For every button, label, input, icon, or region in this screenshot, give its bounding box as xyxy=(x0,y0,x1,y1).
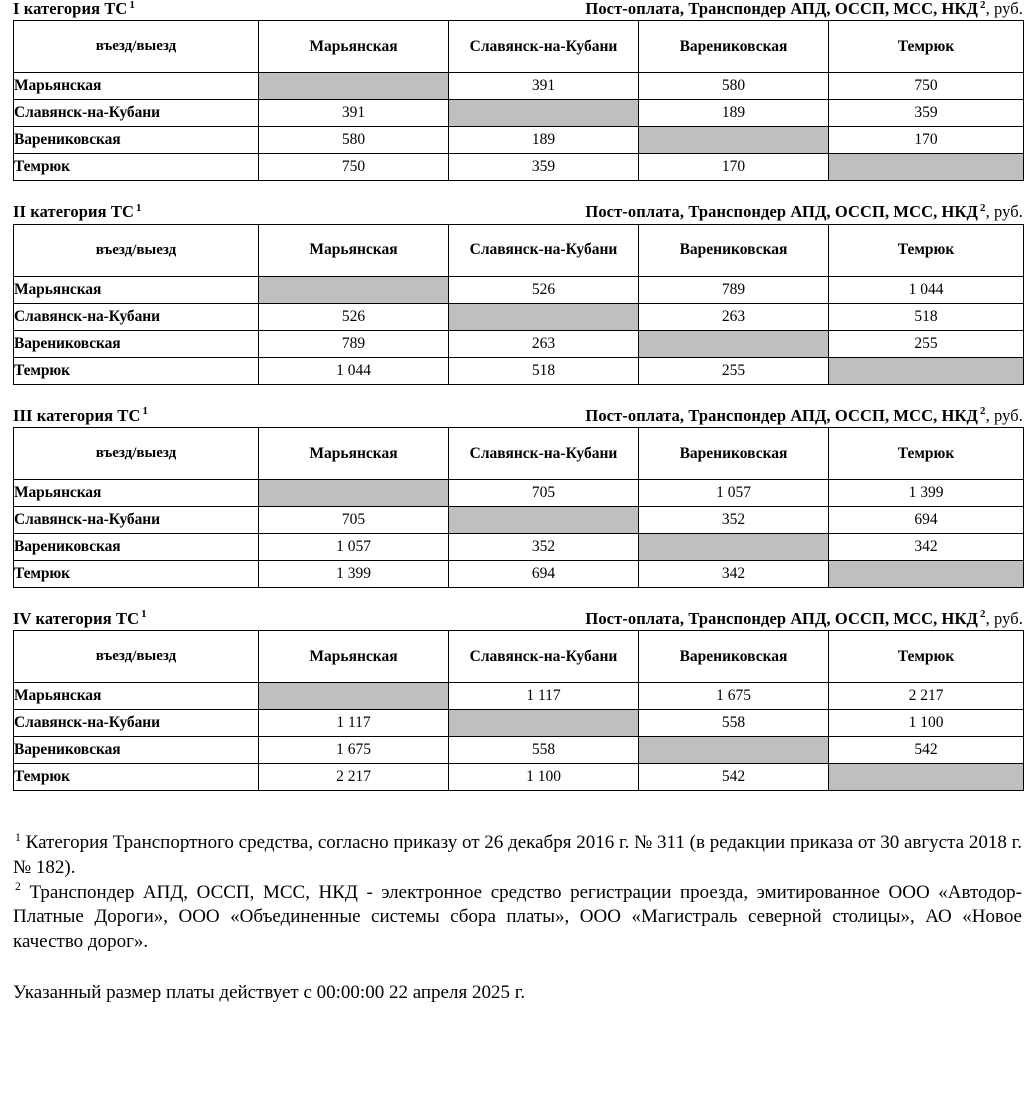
tariff-value-cell: 789 xyxy=(259,330,449,357)
column-header-4: Темрюк xyxy=(829,21,1024,73)
tariff-value-cell: 1 399 xyxy=(829,479,1024,506)
tariff-value-cell: 1 117 xyxy=(449,683,639,710)
column-header-2: Славянск-на-Кубани xyxy=(449,21,639,73)
tariff-value-cell: 518 xyxy=(829,303,1024,330)
table-row xyxy=(14,100,1024,127)
diagonal-blocked-cell xyxy=(639,330,829,357)
diagonal-blocked-cell xyxy=(639,737,829,764)
tariff-value-cell: 694 xyxy=(449,560,639,587)
diagonal-blocked-cell xyxy=(829,357,1024,384)
tariff-value-cell: 705 xyxy=(449,479,639,506)
row-header-2: Варениковская xyxy=(14,127,259,154)
tariff-table-block-1 xyxy=(0,0,1035,203)
column-header-0: въезд/выезд xyxy=(14,224,259,276)
tariff-value-cell: 542 xyxy=(829,737,1024,764)
table-spacer xyxy=(13,588,1023,610)
diagonal-blocked-cell xyxy=(829,154,1024,181)
tariff-value-cell: 1 057 xyxy=(639,479,829,506)
table-row xyxy=(14,276,1024,303)
tariff-matrix-table xyxy=(13,224,1024,385)
column-header-4: Темрюк xyxy=(829,224,1024,276)
tariff-value-cell: 342 xyxy=(639,560,829,587)
tariff-value-cell: 189 xyxy=(449,127,639,154)
table-row xyxy=(14,533,1024,560)
tariff-value-cell: 359 xyxy=(449,154,639,181)
table-currency-unit: , руб. xyxy=(985,405,1023,425)
table-spacer xyxy=(13,181,1023,203)
tariff-value-cell: 1 100 xyxy=(829,710,1024,737)
tariff-value-cell: 580 xyxy=(639,73,829,100)
column-header-2: Славянск-на-Кубани xyxy=(449,427,639,479)
tariff-value-cell: 352 xyxy=(449,533,639,560)
table-header-row xyxy=(14,631,1024,683)
row-header-3: Темрюк xyxy=(14,154,259,181)
table-spacer xyxy=(13,791,1023,813)
effective-date-text: Указанный размер платы действует с 00:00:00 22 апреля 2025 г. xyxy=(13,981,526,1003)
diagonal-blocked-cell xyxy=(829,764,1024,791)
tariff-value-cell: 518 xyxy=(449,357,639,384)
table-caption-row xyxy=(13,0,1023,20)
column-header-4: Темрюк xyxy=(829,427,1024,479)
row-header-3: Темрюк xyxy=(14,560,259,587)
table-category-footnote-marker: 1 xyxy=(141,608,147,621)
column-header-0: въезд/выезд xyxy=(14,21,259,73)
table-category-text: IV категория ТС xyxy=(13,608,140,628)
tariff-value-cell: 558 xyxy=(449,737,639,764)
row-header-0: Марьянская xyxy=(14,276,259,303)
effective-date-section xyxy=(0,981,1035,1006)
tariff-value-cell: 705 xyxy=(259,506,449,533)
column-header-2: Славянск-на-Кубани xyxy=(449,631,639,683)
column-header-2: Славянск-на-Кубани xyxy=(449,224,639,276)
table-category-footnote-marker: 1 xyxy=(129,0,135,11)
table-payment-footnote-marker: 2 xyxy=(980,608,986,621)
diagonal-blocked-cell xyxy=(449,100,639,127)
table-row xyxy=(14,506,1024,533)
tariff-value-cell: 750 xyxy=(259,154,449,181)
table-category-text: I категория ТС xyxy=(13,0,128,18)
diagonal-blocked-cell xyxy=(639,533,829,560)
table-category-label xyxy=(13,610,147,627)
column-header-3: Варениковская xyxy=(639,224,829,276)
tariff-value-cell: 694 xyxy=(829,506,1024,533)
row-header-1: Славянск-на-Кубани xyxy=(14,506,259,533)
tariff-value-cell: 170 xyxy=(639,154,829,181)
diagonal-blocked-cell xyxy=(449,303,639,330)
table-row xyxy=(14,764,1024,791)
footnote-1-text: Категория Транспортного средства, согласно приказу от 26 декабря 2016 г. № 311 (в редакции приказа от 30 августа 2018 г. № 182). xyxy=(13,832,1023,878)
tariff-value-cell: 1 117 xyxy=(259,710,449,737)
column-header-0: въезд/выезд xyxy=(14,427,259,479)
tariff-value-cell: 391 xyxy=(449,73,639,100)
row-header-2: Варениковская xyxy=(14,737,259,764)
tariff-value-cell: 526 xyxy=(259,303,449,330)
footnote-2 xyxy=(13,881,1022,955)
tariff-value-cell: 1 057 xyxy=(259,533,449,560)
row-header-1: Славянск-на-Кубани xyxy=(14,303,259,330)
table-payment-type-label xyxy=(585,407,1023,424)
table-payment-type-label xyxy=(585,0,1023,17)
tariff-value-cell: 2 217 xyxy=(829,683,1024,710)
row-header-0: Марьянская xyxy=(14,479,259,506)
tariff-matrix-table xyxy=(13,427,1024,588)
tariff-value-cell: 558 xyxy=(639,710,829,737)
row-header-3: Темрюк xyxy=(14,764,259,791)
column-header-0: въезд/выезд xyxy=(14,631,259,683)
table-row xyxy=(14,737,1024,764)
tariff-value-cell: 750 xyxy=(829,73,1024,100)
table-payment-type-text: Пост-оплата, Транспондер АПД, ОССП, МСС, НКД xyxy=(585,202,979,222)
row-header-1: Славянск-на-Кубани xyxy=(14,100,259,127)
table-payment-footnote-marker: 2 xyxy=(980,405,986,418)
table-header-row xyxy=(14,427,1024,479)
table-row xyxy=(14,710,1024,737)
tariff-value-cell: 1 044 xyxy=(829,276,1024,303)
table-header-row xyxy=(14,21,1024,73)
column-header-1: Марьянская xyxy=(259,631,449,683)
tariff-value-cell: 1 100 xyxy=(449,764,639,791)
diagonal-blocked-cell xyxy=(829,560,1024,587)
tariff-value-cell: 1 044 xyxy=(259,357,449,384)
tariff-matrix-table xyxy=(13,630,1024,791)
diagonal-blocked-cell xyxy=(259,73,449,100)
table-spacer xyxy=(13,385,1023,407)
tariff-value-cell: 359 xyxy=(829,100,1024,127)
tariff-value-cell: 580 xyxy=(259,127,449,154)
tariff-value-cell: 526 xyxy=(449,276,639,303)
table-category-footnote-marker: 1 xyxy=(135,201,142,214)
footnote-2-marker: 2 xyxy=(15,880,21,894)
tariff-value-cell: 189 xyxy=(639,100,829,127)
footnote-1 xyxy=(13,831,1022,880)
table-row xyxy=(14,560,1024,587)
tariff-value-cell: 2 217 xyxy=(259,764,449,791)
column-header-3: Варениковская xyxy=(639,427,829,479)
tariff-value-cell: 1 675 xyxy=(259,737,449,764)
column-header-3: Варениковская xyxy=(639,21,829,73)
table-payment-type-label xyxy=(585,610,1023,627)
tariff-value-cell: 1 399 xyxy=(259,560,449,587)
tariff-table-block-3 xyxy=(0,407,1035,610)
tariff-value-cell: 542 xyxy=(639,764,829,791)
tariff-value-cell: 255 xyxy=(829,330,1024,357)
tariff-table-block-2 xyxy=(0,203,1035,406)
tariff-value-cell: 352 xyxy=(639,506,829,533)
footnote-1-marker: 1 xyxy=(15,830,21,844)
row-header-2: Варениковская xyxy=(14,533,259,560)
table-payment-type-text: Пост-оплата, Транспондер АПД, ОССП, МСС, НКД xyxy=(585,608,979,628)
tariff-value-cell: 263 xyxy=(639,303,829,330)
table-category-text: II категория ТС xyxy=(13,202,134,222)
table-caption-row xyxy=(13,203,1023,223)
table-row xyxy=(14,73,1024,100)
row-header-0: Марьянская xyxy=(14,73,259,100)
table-row xyxy=(14,154,1024,181)
column-header-1: Марьянская xyxy=(259,21,449,73)
diagonal-blocked-cell xyxy=(639,127,829,154)
column-header-1: Марьянская xyxy=(259,427,449,479)
table-caption-row xyxy=(13,407,1023,427)
table-row xyxy=(14,479,1024,506)
row-header-2: Варениковская xyxy=(14,330,259,357)
tariff-matrix-table xyxy=(13,20,1024,181)
tariff-value-cell: 789 xyxy=(639,276,829,303)
row-header-3: Темрюк xyxy=(14,357,259,384)
diagonal-blocked-cell xyxy=(449,710,639,737)
table-currency-unit: , руб. xyxy=(985,0,1023,18)
table-payment-footnote-marker: 2 xyxy=(980,201,986,214)
table-payment-footnote-marker: 2 xyxy=(980,0,986,11)
table-payment-type-text: Пост-оплата, Транспондер АПД, ОССП, МСС, НКД xyxy=(585,0,979,18)
diagonal-blocked-cell xyxy=(259,479,449,506)
tariff-value-cell: 263 xyxy=(449,330,639,357)
table-caption-row xyxy=(13,610,1023,630)
table-row xyxy=(14,127,1024,154)
table-currency-unit: , руб. xyxy=(985,608,1023,628)
table-category-label xyxy=(13,0,135,17)
footnote-2-text: Транспондер АПД, ОССП, МСС, НКД - электронное средство регистрации проезда, эмитированное ООО «Автодор-Платные Дороги», ООО «Объединенные системы сбора платы», ООО «Магистраль северной столицы», АО «Новое качество дорог». xyxy=(13,881,1022,952)
tariff-value-cell: 1 675 xyxy=(639,683,829,710)
table-category-footnote-marker: 1 xyxy=(142,405,149,418)
column-header-1: Марьянская xyxy=(259,224,449,276)
table-currency-unit: , руб. xyxy=(985,202,1023,222)
table-payment-type-label xyxy=(585,203,1023,220)
column-header-3: Варениковская xyxy=(639,631,829,683)
table-row xyxy=(14,303,1024,330)
table-row xyxy=(14,357,1024,384)
row-header-1: Славянск-на-Кубани xyxy=(14,710,259,737)
footnotes-section xyxy=(0,831,1035,954)
tariff-value-cell: 170 xyxy=(829,127,1024,154)
tariff-value-cell: 342 xyxy=(829,533,1024,560)
table-category-label xyxy=(13,407,148,424)
diagonal-blocked-cell xyxy=(449,506,639,533)
table-header-row xyxy=(14,224,1024,276)
diagonal-blocked-cell xyxy=(259,276,449,303)
diagonal-blocked-cell xyxy=(259,683,449,710)
row-header-0: Марьянская xyxy=(14,683,259,710)
table-payment-type-text: Пост-оплата, Транспондер АПД, ОССП, МСС, НКД xyxy=(585,405,979,425)
column-header-4: Темрюк xyxy=(829,631,1024,683)
table-row xyxy=(14,330,1024,357)
tariff-table-block-4 xyxy=(0,610,1035,813)
table-category-label xyxy=(13,203,142,220)
table-category-text: III категория ТС xyxy=(13,405,141,425)
table-row xyxy=(14,683,1024,710)
tariff-value-cell: 255 xyxy=(639,357,829,384)
tariff-value-cell: 391 xyxy=(259,100,449,127)
